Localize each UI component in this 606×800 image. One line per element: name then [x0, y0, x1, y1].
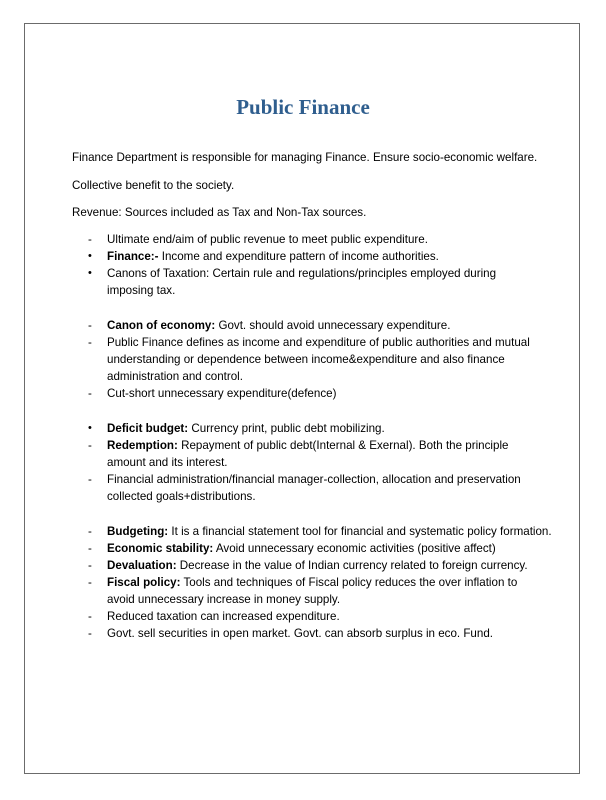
bullet-marker: •	[88, 422, 92, 434]
list-item	[88, 437, 538, 471]
list-item	[88, 420, 538, 437]
item-text: Reduced taxation can increased expenditure.	[107, 610, 340, 623]
item-text: Income and expenditure pattern of income authorities.	[158, 250, 439, 263]
item-text: Financial administration/financial manager-collection, allocation and preservation collected goals+distributions.	[107, 473, 521, 503]
item-text: Cut-short unnecessary expenditure(defence)	[107, 387, 337, 400]
dash-marker: -	[88, 387, 92, 400]
item-text: Govt. sell securities in open market. Govt. can absorb surplus in eco. Fund.	[107, 627, 493, 640]
item-label: Deficit budget:	[107, 422, 189, 435]
paragraph-revenue: Revenue: Sources included as Tax and Non-Tax sources.	[72, 206, 367, 219]
item-text: Repayment of public debt(Internal & Exernal). Both the principle amount and its interest.	[107, 439, 509, 469]
dash-marker: -	[88, 439, 92, 452]
paragraph-collective-benefit: Collective benefit to the society.	[72, 179, 235, 192]
item-label: Finance:-	[107, 250, 159, 263]
item-label: Fiscal policy:	[107, 576, 181, 589]
item-text: Public Finance defines as income and expenditure of public authorities and mutual understanding or dependence between income&expenditure and also finance administration and control.	[107, 336, 530, 383]
dash-marker: -	[88, 610, 92, 623]
list-item	[88, 608, 538, 625]
item-text: Tools and techniques of Fiscal policy reduces the over inflation to avoid unnecessary increase in money supply.	[107, 576, 518, 606]
item-text: Canons of Taxation: Certain rule and regulations/principles employed during imposing tax.	[107, 267, 497, 297]
dash-marker: -	[88, 627, 92, 640]
dash-marker: -	[88, 542, 92, 555]
list-item	[88, 265, 538, 299]
page-title: Public Finance	[236, 95, 370, 119]
item-label: Redemption:	[107, 439, 178, 452]
list-item	[88, 540, 538, 557]
list-item	[88, 471, 538, 505]
item-text: Ultimate end/aim of public revenue to meet public expenditure.	[107, 233, 428, 246]
dash-marker: -	[88, 336, 92, 349]
dash-marker: -	[88, 319, 92, 332]
dash-marker: -	[88, 559, 92, 572]
list-item	[88, 574, 538, 608]
item-text: Decrease in the value of Indian currency related to foreign currency.	[176, 559, 528, 572]
item-label: Canon of economy:	[107, 319, 216, 332]
bullet-marker: •	[88, 267, 92, 279]
paragraph-finance-department: Finance Department is responsible for managing Finance. Ensure socio-economic welfare.	[72, 151, 538, 164]
item-label: Budgeting:	[107, 525, 169, 538]
list-item	[88, 523, 558, 540]
dash-marker: -	[88, 525, 92, 538]
item-text: Govt. should avoid unnecessary expenditure.	[215, 319, 451, 332]
dash-marker: -	[88, 473, 92, 486]
dash-marker: -	[88, 576, 92, 589]
list-item	[88, 625, 538, 642]
list-item	[88, 248, 538, 265]
list-item	[88, 231, 538, 248]
list-item	[88, 557, 538, 574]
list-item	[88, 385, 538, 402]
item-text: Avoid unnecessary economic activities (positive affect)	[213, 542, 496, 555]
item-label: Devaluation:	[107, 559, 177, 572]
item-text: It is a financial statement tool for financial and systematic policy formation.	[168, 525, 552, 538]
bullet-marker: •	[88, 250, 92, 262]
item-label: Economic stability:	[107, 542, 214, 555]
list-item	[88, 334, 538, 385]
dash-marker: -	[88, 233, 92, 246]
item-text: Currency print, public debt mobilizing.	[188, 422, 385, 435]
list-item	[88, 317, 538, 334]
